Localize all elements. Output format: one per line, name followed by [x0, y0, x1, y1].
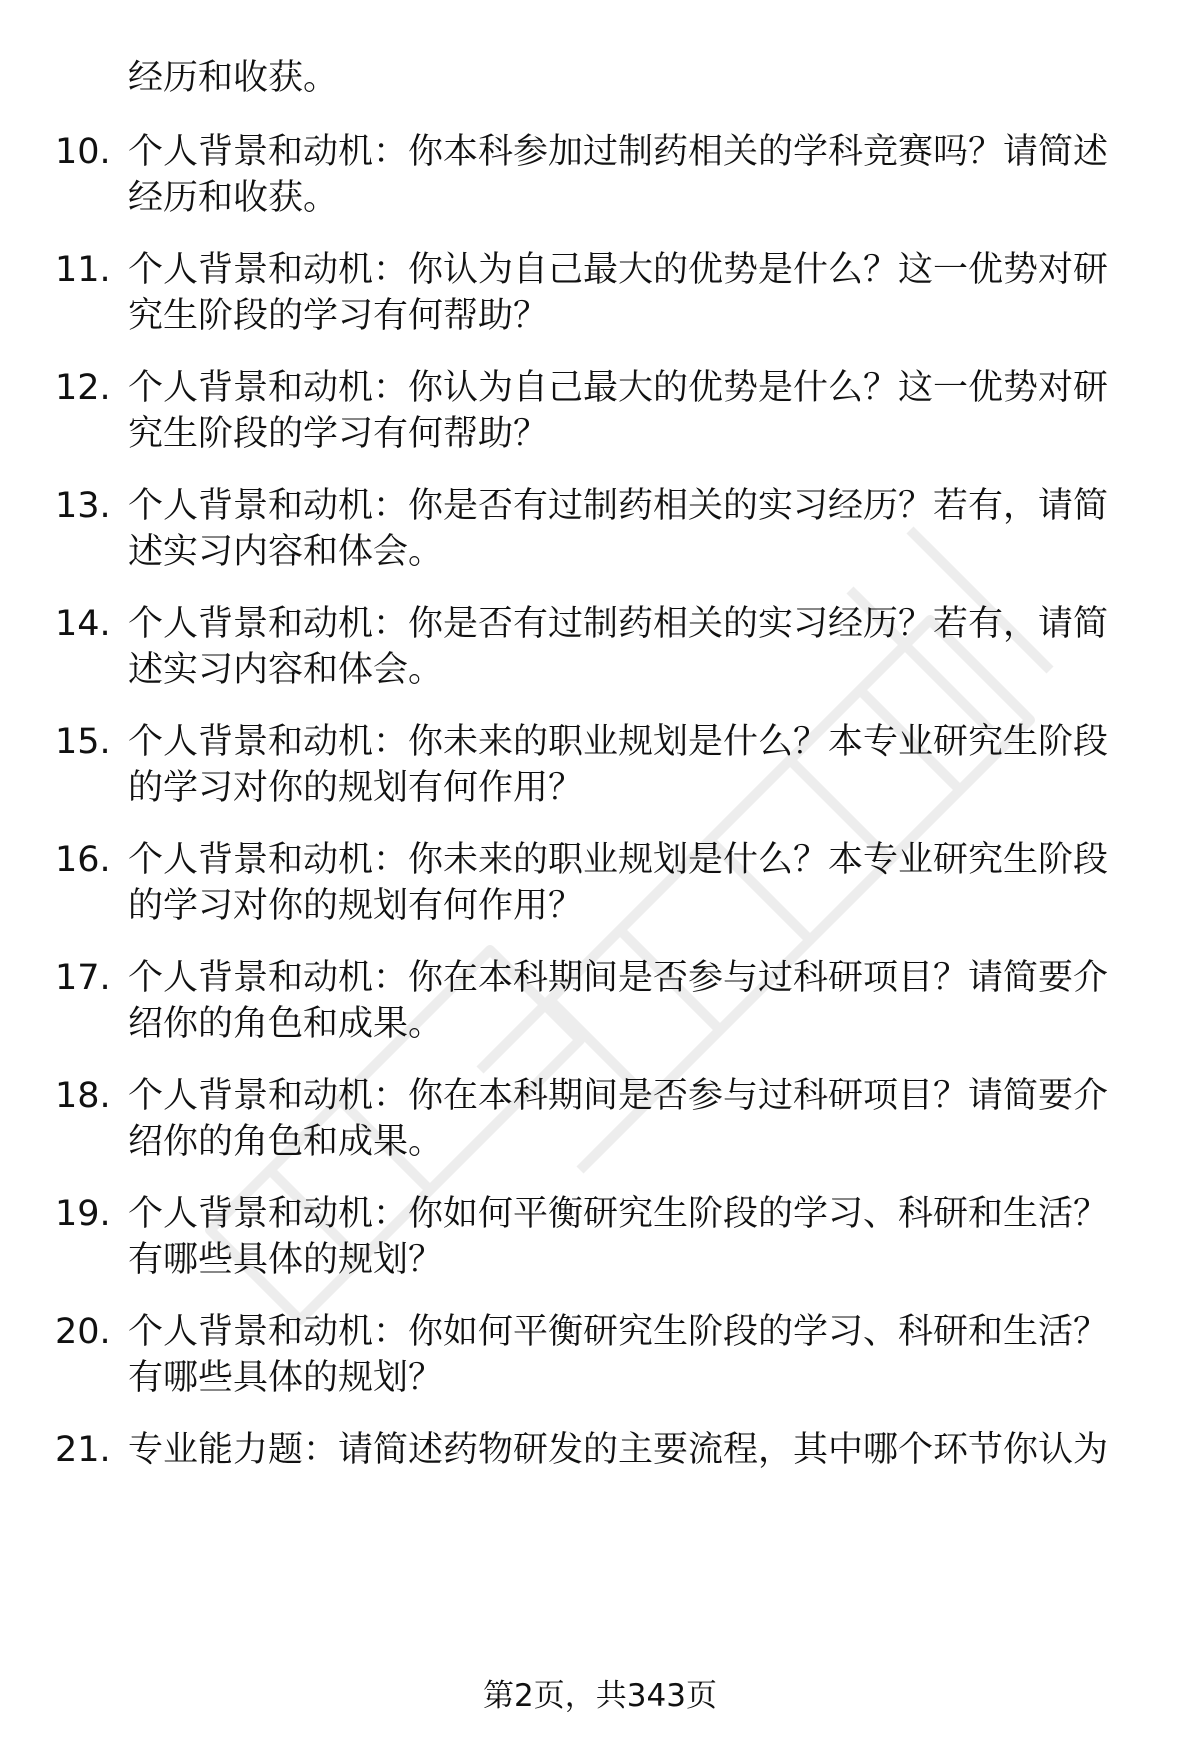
list-item	[55, 1073, 1145, 1165]
question-number: 20.	[55, 1312, 111, 1352]
list-item	[55, 837, 1145, 929]
question-number: 16.	[55, 840, 111, 880]
question-text: 专业能力题：请简述药物研发的主要流程，其中哪个环节你认为	[128, 1430, 1109, 1470]
list-item	[55, 1427, 1145, 1473]
question-number: 18.	[55, 1076, 111, 1116]
question-number: 15.	[55, 722, 111, 762]
question-text: 个人背景和动机：你如何平衡研究生阶段的学习、科研和生活？有哪些具体的规划？	[128, 1312, 1109, 1398]
page-number-footer: 第2页，共343页	[483, 1678, 717, 1714]
list-item	[55, 601, 1145, 693]
question-text: 个人背景和动机：你在本科期间是否参与过科研项目？请简要介绍你的角色和成果。	[128, 1076, 1109, 1162]
question-number: 12.	[55, 368, 111, 408]
question-number: 17.	[55, 958, 111, 998]
list-item	[55, 483, 1145, 575]
continuation-text: 经历和收获。	[128, 58, 339, 98]
question-text: 个人背景和动机：你认为自己最大的优势是什么？这一优势对研究生阶段的学习有何帮助？	[128, 250, 1109, 336]
question-number: 13.	[55, 486, 111, 526]
list-item	[55, 365, 1145, 457]
question-text: 个人背景和动机：你未来的职业规划是什么？本专业研究生阶段的学习对你的规划有何作用？	[128, 722, 1109, 808]
question-number: 14.	[55, 604, 111, 644]
list-item	[55, 247, 1145, 339]
question-text: 个人背景和动机：你未来的职业规划是什么？本专业研究生阶段的学习对你的规划有何作用？	[128, 840, 1109, 926]
question-number: 19.	[55, 1194, 111, 1234]
list-item	[55, 955, 1145, 1047]
question-number: 10.	[55, 132, 111, 172]
list-item	[55, 719, 1145, 811]
question-text: 个人背景和动机：你是否有过制药相关的实习经历？若有，请简述实习内容和体会。	[128, 604, 1109, 690]
question-number: 21.	[55, 1430, 111, 1470]
question-text: 个人背景和动机：你本科参加过制药相关的学科竞赛吗？请简述经历和收获。	[128, 132, 1109, 218]
list-item	[55, 1191, 1145, 1283]
question-text: 个人背景和动机：你认为自己最大的优势是什么？这一优势对研究生阶段的学习有何帮助？	[128, 368, 1109, 454]
question-text: 个人背景和动机：你是否有过制药相关的实习经历？若有，请简述实习内容和体会。	[128, 486, 1109, 572]
list-item	[55, 129, 1145, 221]
list-item	[55, 1309, 1145, 1401]
question-text: 个人背景和动机：你如何平衡研究生阶段的学习、科研和生活？有哪些具体的规划？	[128, 1194, 1109, 1280]
question-text: 个人背景和动机：你在本科期间是否参与过科研项目？请简要介绍你的角色和成果。	[128, 958, 1109, 1044]
question-number: 11.	[55, 250, 111, 290]
